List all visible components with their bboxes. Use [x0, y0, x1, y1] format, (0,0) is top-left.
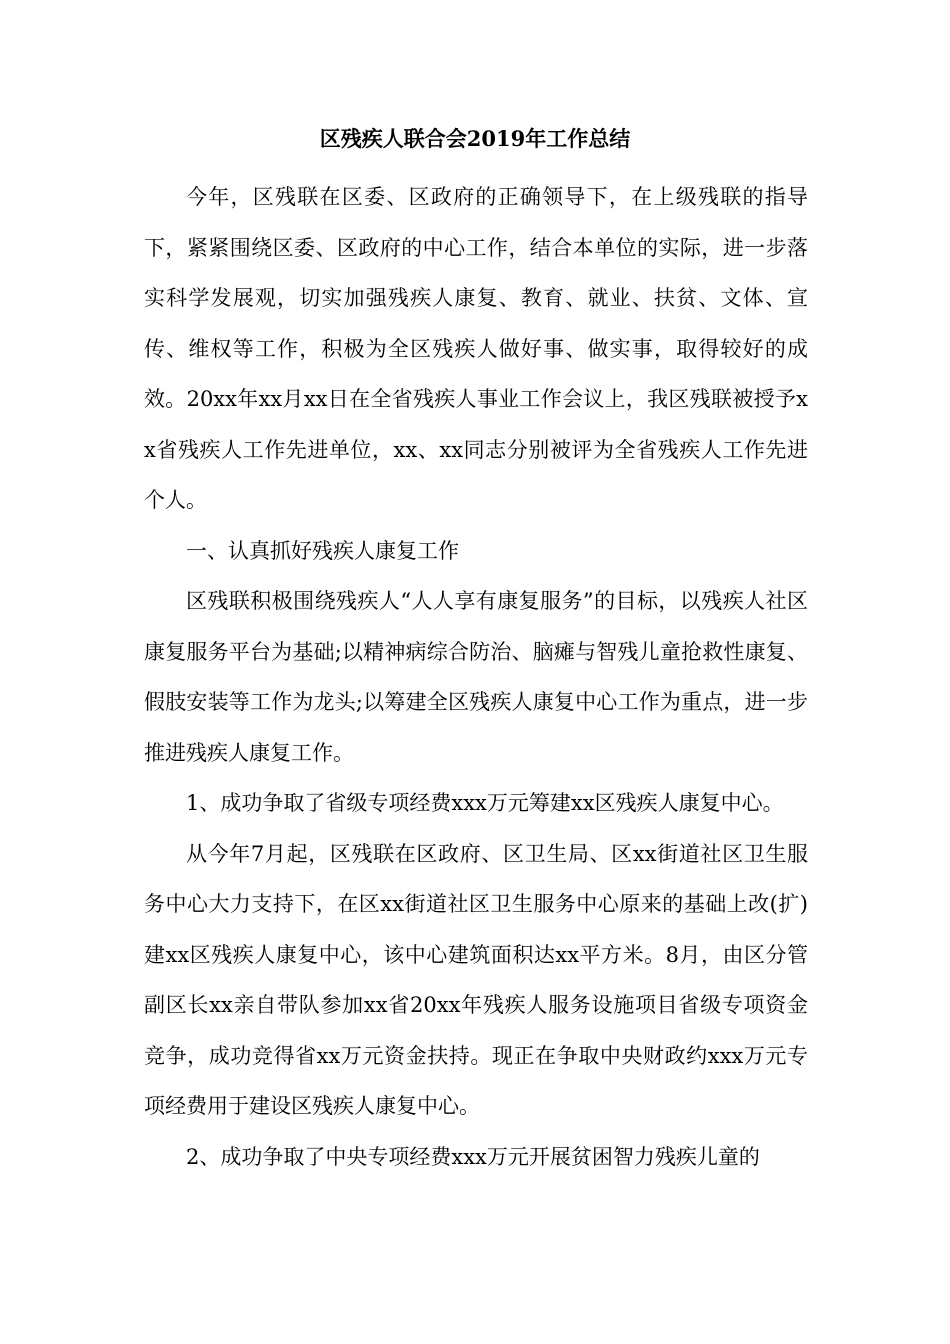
list-item-1: 1、成功争取了省级专项经费xxx万元筹建xx区残疾人康复中心。: [186, 791, 784, 815]
section-heading-rehabilitation: 一、认真抓好残疾人康复工作: [186, 538, 459, 563]
list-item-2: 2、成功争取了中央专项经费xxx万元开展贫困智力残疾儿童的: [186, 1144, 760, 1169]
document-title: 区残疾人联合会2019年工作总结: [319, 126, 631, 151]
paragraph-intro: 今年，区残联在区委、区政府的正确领导下，在上级残联的指导下，紧紧围绕区委、区政府的中心工作，结合本单位的实际，进一步落实科学发展观，切实加强残疾人康复、教育、就业、扶贫、文体、宣传、维权等工作，积极为全区残疾人做好事、做实事，取得较好的成效。20xx年xx月xx日在全省残疾人事业工作会议上，我区残联被授予xx省残疾人工作先进单位，xx、xx同志分别被评为全省残疾人工作先进个人。: [144, 185, 808, 512]
document-body: [144, 172, 808, 1182]
paragraph-rehabilitation-center: 从今年7月起，区残联在区政府、区卫生局、区xx街道社区卫生服务中心大力支持下，在区xx街道社区卫生服务中心原来的基础上改(扩)建xx区残疾人康复中心，该中心建筑面积达xx平方米。8月，由区分管副区长xx亲自带队参加xx省20xx年残疾人服务设施项目省级专项资金竞争，成功竞得省xx万元资金扶持。现正在争取中央财政约xxx万元专项经费用于建设区残疾人康复中心。: [144, 841, 808, 1118]
paragraph-rehabilitation-goal: 区残联积极围绕残疾人“人人享有康复服务”的目标，以残疾人社区康复服务平台为基础;以精神病综合防治、脑瘫与智残儿童抢救性康复、假肢安装等工作为龙头;以筹建全区残疾人康复中心工作为重点，进一步推进残疾人康复工作。: [144, 589, 808, 765]
